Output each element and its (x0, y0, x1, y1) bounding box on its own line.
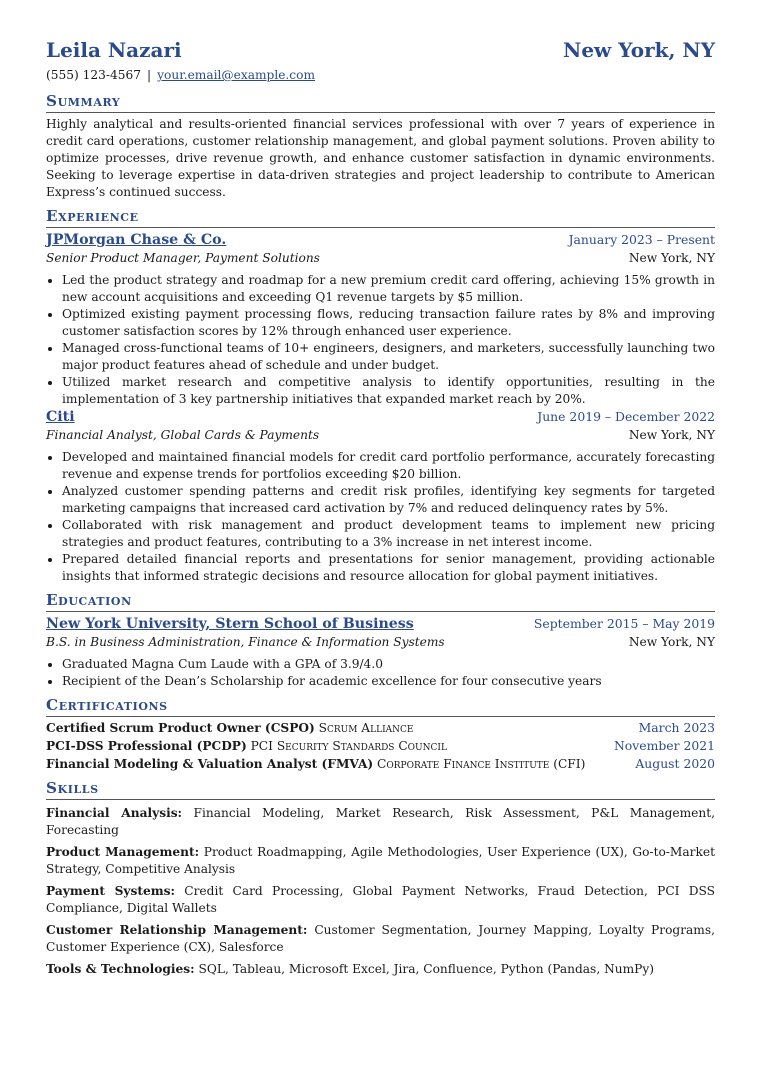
skill-text: Customer Segmentation, Journey Mapping, Loyalty Programs, Customer Experience (CX), Salesforce (46, 923, 715, 954)
contact-line (46, 68, 715, 82)
certification-issuer: PCI Security Standards Council (250, 739, 447, 753)
certification-name: Certified Scrum Product Owner (CSPO) (46, 721, 315, 735)
certification-name: Financial Modeling & Valuation Analyst (FMVA) (46, 757, 374, 771)
section-title-education: Education (46, 591, 715, 612)
email-link[interactable]: your.email@example.com (157, 68, 316, 82)
phone-number: (555) 123-4567 (46, 68, 142, 82)
bullet-item: • Prepared detailed financial reports and presentations for senior management, providing actionable insights that informed strategic decisions and resource allocation for global payment initiatives. (62, 551, 715, 585)
section-title-certifications: Certifications (46, 696, 715, 717)
skill-text: SQL, Tableau, Microsoft Excel, Jira, Confluence, Python (Pandas, NumPy) (198, 962, 654, 976)
candidate-location: New York, NY (563, 38, 715, 62)
job-entry (46, 408, 715, 585)
education-subheader (46, 633, 715, 651)
resume-header (46, 38, 715, 62)
company-name[interactable]: JPMorgan Chase & Co. (46, 232, 227, 248)
skill-row (46, 844, 715, 878)
bullet-item: • Led the product strategy and roadmap for a new premium credit card offering, achieving 15% growth in new account acquisitions and exceeding Q1 revenue targets by $5 million. (62, 272, 715, 306)
certification-row (46, 719, 715, 737)
job-subheader (46, 426, 715, 444)
resume-page (46, 38, 715, 978)
bullet-item: • Recipient of the Dean’s Scholarship for academic excellence for four consecutive years (62, 673, 715, 690)
job-role: Financial Analyst, Global Cards & Payments (46, 428, 320, 442)
bullet-item: • Managed cross-functional teams of 10+ engineers, designers, and marketers, successfully launching two major product features ahead of schedule and under budget. (62, 340, 715, 374)
skill-row (46, 961, 715, 978)
skill-label: Payment Systems: (46, 884, 175, 898)
job-bullets (46, 449, 715, 585)
education-header (46, 615, 715, 633)
skill-row (46, 805, 715, 839)
skill-text: Product Roadmapping, Agile Methodologies, User Experience (UX), Go-to-Market Strategy, Competitive Analysis (46, 845, 715, 876)
certification-issuer: Corporate Finance Institute (CFI) (377, 757, 586, 771)
bullet-item: • Optimized existing payment processing flows, reducing transaction failure rates by 8% and improving customer satisfaction scores by 12% through enhanced user experience. (62, 306, 715, 340)
skill-row (46, 922, 715, 956)
job-header (46, 408, 715, 426)
certification-issuer: Scrum Alliance (318, 721, 414, 735)
candidate-name: Leila Nazari (46, 38, 182, 62)
certification-name: PCI-DSS Professional (PCDP) (46, 739, 247, 753)
certification-row (46, 755, 715, 773)
contact-separator: | (147, 68, 152, 82)
skill-text: Credit Card Processing, Global Payment Networks, Fraud Detection, PCI DSS Compliance, Digital Wallets (46, 884, 716, 915)
education-entry (46, 615, 715, 690)
skill-label: Tools & Technologies: (46, 962, 195, 976)
skill-label: Product Management: (46, 845, 200, 859)
skill-row (46, 883, 715, 917)
job-location: New York, NY (628, 428, 715, 442)
bullet-item: • Analyzed customer spending patterns and credit risk profiles, identifying key segments for targeted marketing campaigns that increased card activation by 7% and reduced delinquency rates by 5%. (62, 483, 715, 517)
certification-row (46, 737, 715, 755)
summary-text: Highly analytical and results-oriented financial services professional with over 7 years of experience in credit card operations, customer relationship management, and global payment solutions. Proven ability to optimize processes, drive revenue growth, and enhance customer satisfaction in dynamic environments. Seeking to leverage expertise in data-driven strategies and project leadership to contribute to American Express’s continued success. (46, 117, 715, 199)
job-location: New York, NY (628, 251, 715, 265)
company-name[interactable]: Citi (46, 409, 75, 425)
education-bullets (46, 656, 715, 690)
job-role: Senior Product Manager, Payment Solutions (46, 251, 320, 265)
bullet-item: • Developed and maintained financial models for credit card portfolio performance, accurately forecasting revenue and expense trends for portfolios exceeding $20 billion. (62, 449, 715, 483)
skill-text: Financial Modeling, Market Research, Risk Assessment, P&L Management, Forecasting (46, 806, 715, 837)
certification-date: March 2023 (638, 720, 715, 735)
job-dates: January 2023 – Present (568, 232, 715, 247)
bullet-item: • Graduated Magna Cum Laude with a GPA of 3.9/4.0 (62, 656, 715, 673)
school-name[interactable]: New York University, Stern School of Business (46, 616, 414, 632)
skill-label: Customer Relationship Management: (46, 923, 308, 937)
section-title-skills: Skills (46, 779, 715, 800)
certification-list (46, 719, 715, 773)
bullet-item: • Collaborated with risk management and product development teams to implement new pricing strategies and product features, contributing to a 3% increase in net interest income. (62, 517, 715, 551)
education-location: New York, NY (628, 635, 715, 649)
skills-list (46, 805, 715, 978)
job-header (46, 231, 715, 249)
job-bullets (46, 272, 715, 408)
bullet-item: • Utilized market research and competitive analysis to identify opportunities, resulting in the implementation of 3 key partnership initiatives that expanded market reach by 20%. (62, 374, 715, 408)
degree: B.S. in Business Administration, Finance & Information Systems (46, 635, 445, 649)
certification-date: November 2021 (613, 738, 715, 753)
job-entry (46, 231, 715, 408)
job-dates: June 2019 – December 2022 (537, 409, 715, 424)
section-title-experience: Experience (46, 207, 715, 228)
education-dates: September 2015 – May 2019 (533, 616, 715, 631)
section-title-summary: Summary (46, 92, 715, 113)
certification-date: August 2020 (635, 756, 715, 771)
skill-label: Financial Analysis: (46, 806, 183, 820)
job-subheader (46, 249, 715, 267)
